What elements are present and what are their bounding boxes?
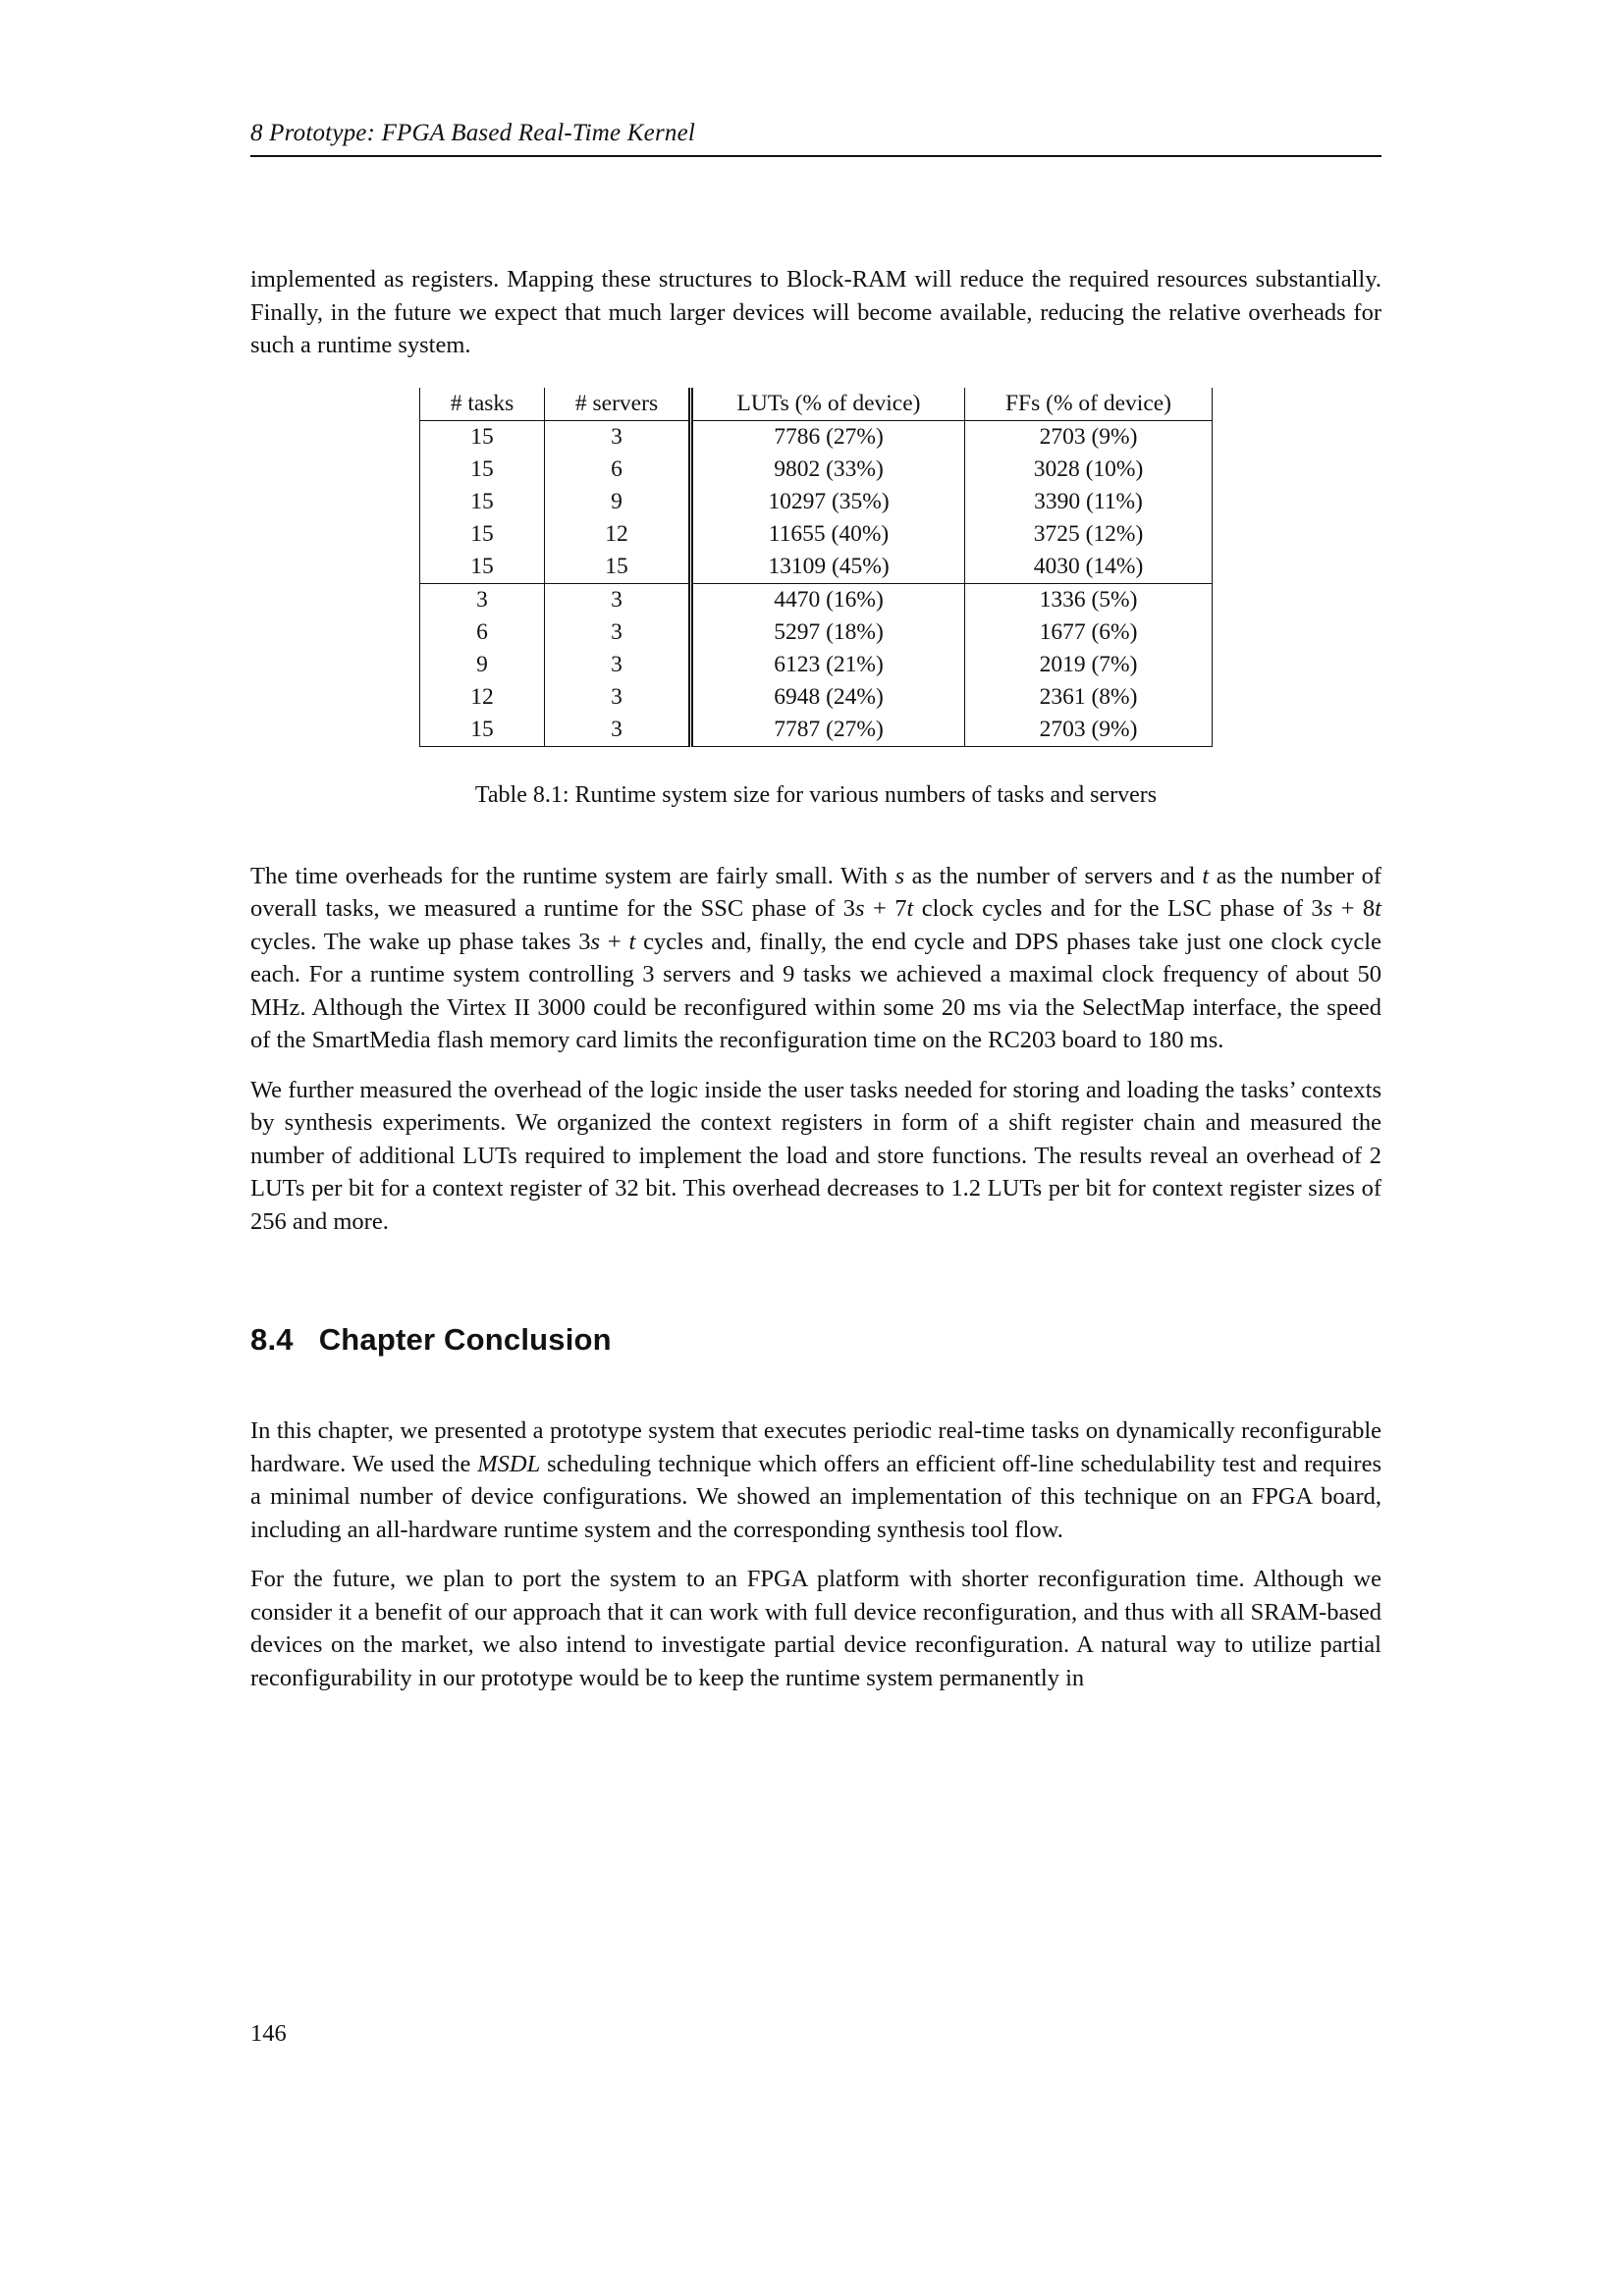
- italic-text-run: s: [590, 928, 601, 955]
- table-cell: 10297 (35%): [691, 486, 965, 518]
- text-run: + 8: [1332, 895, 1376, 922]
- table-cell: 3390 (11%): [965, 486, 1213, 518]
- table-cell: 15: [470, 716, 494, 742]
- table-cell: 15: [470, 455, 494, 482]
- col-header-tasks: # tasks: [420, 388, 545, 421]
- table-cell: 3: [545, 420, 691, 454]
- page-number: 146: [250, 2020, 287, 2047]
- text-run: cycles and, finally, the end cycle and DPS phases take just one clock cycle each. For a runtime system controlling 3 servers and 9 tasks we achieved a maximal clock frequency of about 50 MHz. Although the Virtex II 3000 could be reconfigured within some 20 ms via the SelectMap interface, the speed of the SmartMedia flash memory card limits the reconfiguration time on the RC203 board to 180 ms.: [250, 928, 1381, 1053]
- table-cell: 13109 (45%): [691, 551, 965, 584]
- section-number: 8.4: [250, 1322, 294, 1357]
- results-table-body: [420, 420, 1213, 746]
- italic-text-run: t: [1202, 862, 1210, 889]
- paragraph-context-overhead: [250, 1074, 1381, 1239]
- table-cell: 1336 (5%): [965, 583, 1213, 616]
- table-cell: 4470 (16%): [691, 583, 965, 616]
- table-cell: 3028 (10%): [965, 454, 1213, 486]
- section-title: Chapter Conclusion: [318, 1322, 612, 1357]
- section-heading: [250, 1322, 1381, 1358]
- table-cell: 6: [476, 618, 488, 645]
- table-row: [420, 420, 1213, 454]
- text-run: clock cycles and for the LSC phase of 3: [913, 895, 1324, 922]
- italic-text-run: t: [906, 895, 914, 922]
- paragraph-conclusion-1: [250, 1415, 1381, 1546]
- table-cell: 12: [470, 683, 494, 710]
- table-cell: 15: [545, 551, 691, 584]
- table-cell: 3: [545, 681, 691, 714]
- table-cell: 15: [470, 423, 494, 450]
- italic-text-run: s: [894, 862, 905, 889]
- table-cell: 15: [470, 488, 494, 514]
- paragraph-conclusion-2: [250, 1563, 1381, 1694]
- col-header-ffs: FFs (% of device): [965, 388, 1213, 421]
- table-cell: 6123 (21%): [691, 649, 965, 681]
- table-cell: 6948 (24%): [691, 681, 965, 714]
- table-row: [420, 486, 1213, 518]
- text-run: as the number of overall tasks, we measured a runtime for the SSC phase of 3: [250, 862, 1381, 922]
- text-run: In this chapter, we presented a prototype system that executes periodic real-time tasks on dynamically reconfigurable hardware. We used the: [250, 1417, 1381, 1477]
- paragraph-intro: [250, 263, 1381, 362]
- table-row: [420, 551, 1213, 584]
- table-cell: 2361 (8%): [965, 681, 1213, 714]
- text-run: We further measured the overhead of the logic inside the user tasks needed for storing and loading the tasks’ contexts by synthesis experiments. We organized the context registers in form of a shift register chain and measured the number of additional LUTs required to implement the load and store functions. The results reveal an overhead of 2 LUTs per bit for a context register of 32 bit. This overhead decreases to 1.2 LUTs per bit for context register sizes of 256 and more.: [250, 1076, 1381, 1235]
- text-run: The time overheads for the runtime system are fairly small. With: [250, 862, 895, 889]
- italic-text-run: s: [854, 895, 865, 922]
- running-header-text: 8 Prototype: FPGA Based Real-Time Kernel: [250, 120, 696, 146]
- table-row: [420, 518, 1213, 551]
- table-cell: 9: [545, 486, 691, 518]
- table-cell: 15: [420, 551, 545, 584]
- italic-text-run: s: [1323, 895, 1333, 922]
- table-row: [420, 454, 1213, 486]
- table-cell: 4030 (14%): [965, 551, 1213, 584]
- header-rule: [250, 155, 1381, 157]
- table-row: [420, 649, 1213, 681]
- table-cell: 3725 (12%): [965, 518, 1213, 551]
- paragraph-overheads: [250, 860, 1381, 1057]
- running-header: [250, 120, 1381, 157]
- text-run: cycles. The wake up phase takes 3: [250, 928, 591, 955]
- text-run: as the number of servers and: [904, 862, 1203, 889]
- table-cell: 9: [476, 651, 488, 677]
- table-cell: 6: [545, 454, 691, 486]
- text-column: [250, 120, 1381, 1711]
- text-run: For the future, we plan to port the system to an FPGA platform with shorter reconfiguration time. Although we consider it a benefit of our approach that it can work with full device reconfiguration, and thus with all SRAM-based devices on the market, we also intend to investigate partial device reconfiguration. A natural way to utilize partial reconfigurability in our prototype would be to keep the runtime system permanently in: [250, 1566, 1381, 1691]
- table-cell: 2703 (9%): [965, 714, 1213, 747]
- table-header-row: [420, 388, 1213, 421]
- table-cell: 1677 (6%): [965, 616, 1213, 649]
- table-8-1-block: [250, 388, 1381, 809]
- table-cell: 7786 (27%): [691, 420, 965, 454]
- table-cell: 12: [545, 518, 691, 551]
- table-cell: 9802 (33%): [691, 454, 965, 486]
- text-run: scheduling technique which offers an efficient off-line schedulability test and requires a minimal number of device configurations. We showed an implementation of this technique on an FPGA board, including an all-hardware runtime system and the corresponding synthesis tool flow.: [250, 1450, 1381, 1543]
- table-cell: 3: [545, 649, 691, 681]
- table-cell: 11655 (40%): [691, 518, 965, 551]
- table-cell: 3: [476, 586, 488, 613]
- table-row: [420, 681, 1213, 714]
- italic-text-run: MSDL: [477, 1450, 541, 1477]
- table-cell: 15: [470, 520, 494, 547]
- table-row: [420, 714, 1213, 747]
- table-cell: 5297 (18%): [691, 616, 965, 649]
- text-run: + 7: [864, 895, 907, 922]
- table-cell: 2703 (9%): [965, 420, 1213, 454]
- results-table-head: [420, 388, 1213, 421]
- table-row: [420, 583, 1213, 616]
- table-cell: 3: [545, 583, 691, 616]
- text-run: +: [600, 928, 629, 955]
- table-caption: Table 8.1: Runtime system size for various numbers of tasks and servers: [474, 781, 1158, 808]
- table-cell: 7787 (27%): [691, 714, 965, 747]
- table-cell: 3: [545, 714, 691, 747]
- col-header-servers: # servers: [545, 388, 691, 421]
- italic-text-run: t: [1375, 895, 1381, 922]
- italic-text-run: t: [628, 928, 636, 955]
- table-row: [420, 616, 1213, 649]
- table-cell: 3: [545, 616, 691, 649]
- col-header-luts: LUTs (% of device): [691, 388, 965, 421]
- text-run: implemented as registers. Mapping these structures to Block-RAM will reduce the required resources substantially. Finally, in the future we expect that much larger devices will become available, reducing the relative overheads for such a runtime system.: [250, 266, 1381, 358]
- table-cell: 2019 (7%): [965, 649, 1213, 681]
- results-table: [419, 388, 1213, 747]
